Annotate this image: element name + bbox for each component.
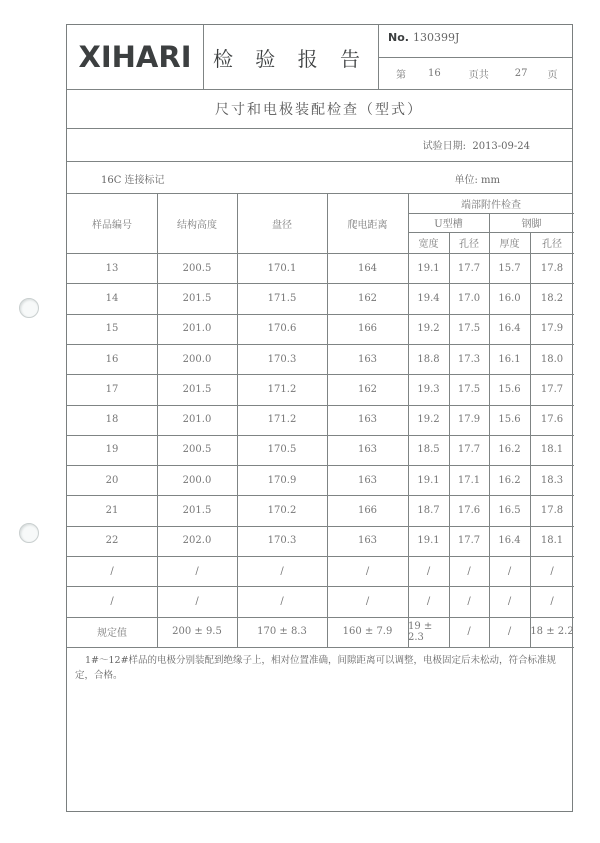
table-cell: 17.5	[457, 383, 481, 395]
table-grid-line	[67, 647, 574, 648]
table-cell: /	[195, 595, 199, 607]
table-cell: 166	[357, 323, 378, 335]
table-cell: 163	[357, 535, 378, 547]
table-cell: 162	[357, 292, 378, 304]
table-cell: 18.5	[417, 444, 440, 456]
table-cell: /	[365, 595, 370, 607]
table-cell: 200.5	[182, 444, 212, 456]
table-cell: /	[426, 565, 431, 577]
table-cell: 18.1	[540, 444, 564, 456]
table-cell: 19.4	[417, 292, 440, 304]
table-cell: 20	[105, 474, 119, 486]
table-cell: 19.3	[417, 383, 440, 395]
page-total: 27	[514, 68, 528, 79]
table-cell: 15.7	[498, 262, 521, 274]
table-cell: /	[365, 565, 370, 577]
table-cell: 18.8	[417, 353, 440, 365]
company-logo: XIHARI	[78, 40, 192, 74]
table-cell: /	[507, 595, 512, 607]
page-prefix: 第	[396, 70, 406, 81]
header-steel-pin: 钢脚	[521, 219, 542, 230]
table-cell: 17.7	[457, 535, 481, 547]
page-indicator	[378, 58, 573, 89]
test-date-value: 2013-09-24	[472, 141, 530, 152]
table-cell: 200.0	[182, 353, 212, 365]
table-cell: 17.3	[457, 353, 481, 365]
table-cell: 202.0	[182, 535, 212, 547]
table-cell: 19.2	[417, 323, 440, 335]
table-cell: /	[467, 595, 471, 607]
report-number	[388, 31, 459, 44]
table-cell: 15.6	[498, 414, 521, 426]
table-cell: 16.1	[498, 353, 521, 365]
table-cell: 171.2	[267, 383, 297, 395]
table-cell: 201.0	[182, 414, 212, 426]
table-cell: 16.0	[498, 292, 521, 304]
header-end-fitting-check: 端部附件检查	[461, 199, 521, 211]
header-thickness: 厚度	[499, 239, 520, 250]
table-cell: 163	[357, 444, 378, 456]
spec-value-cell: 160 ± 7.9	[342, 626, 393, 638]
spec-value-cell: /	[507, 626, 512, 638]
table-cell: 18.1	[540, 535, 564, 547]
header-sample-no: 样品编号	[92, 219, 132, 231]
spec-value-cell: 18 ± 2.2	[530, 626, 574, 638]
table-cell: 15.6	[498, 383, 521, 395]
report-number-value: 130399J	[412, 31, 460, 44]
table-cell: 16	[105, 353, 119, 365]
spec-value-cell: 170 ± 8.3	[257, 626, 307, 638]
test-date-label: 试验日期:	[422, 141, 466, 152]
page-suffix: 页	[547, 70, 558, 81]
table-cell: 15	[105, 323, 119, 335]
header-hole-dia-u: 孔径	[459, 239, 479, 250]
table-cell: 18	[105, 414, 119, 426]
table-cell: 162	[357, 383, 378, 395]
table-cell: 22	[105, 535, 119, 547]
table-cell: 16.4	[498, 323, 521, 335]
header-creepage-distance: 爬电距离	[347, 219, 388, 231]
header-u-groove: U型槽	[434, 219, 463, 230]
report-title: 检 验 报 告	[212, 46, 369, 71]
table-cell: 17.7	[457, 262, 481, 274]
table-cell: 18.3	[540, 474, 564, 486]
table-cell: 171.5	[267, 292, 297, 304]
table-cell: 170.3	[267, 535, 297, 547]
table-cell: 17.1	[457, 474, 481, 486]
table-cell: 17	[105, 383, 119, 395]
table-cell: /	[467, 565, 471, 577]
table-cell: 18.0	[540, 353, 564, 365]
spec-value-cell: 19 ± 2.3	[408, 620, 433, 643]
table-cell: 170.3	[267, 353, 297, 365]
header-structure-height: 结构高度	[177, 219, 217, 231]
table-cell: /	[507, 565, 512, 577]
table-cell: 19	[105, 444, 119, 456]
header-hole-dia-pin: 孔径	[542, 239, 562, 250]
conclusion-note: 1#～12#样品的电极分别装配到绝缘子上，相对位置准确，间隙距离可以调整，电极固定后未松动，符合标准规定，合格。	[75, 654, 557, 681]
table-cell: /	[550, 595, 554, 607]
table-cell: /	[110, 565, 114, 577]
page-mid: 页共	[468, 70, 489, 81]
table-cell: 17.7	[457, 444, 481, 456]
table-cell: 21	[105, 505, 119, 517]
table-cell: 17.6	[540, 414, 564, 426]
table-cell: 17.5	[457, 323, 481, 335]
punch-hole-top	[19, 298, 39, 318]
table-cell: 201.5	[182, 505, 212, 517]
report-number-label: No.	[388, 31, 409, 44]
table-cell: 18.7	[417, 505, 440, 517]
table-cell: 170.6	[267, 323, 297, 335]
table-cell: 170.2	[267, 505, 297, 517]
header-disc-diameter: 盘径	[272, 219, 292, 231]
table-cell: /	[280, 595, 284, 607]
table-cell: /	[426, 595, 431, 607]
table-cell: 17.8	[540, 505, 564, 517]
header-width: 宽度	[418, 239, 439, 250]
table-cell: 16.4	[498, 535, 521, 547]
report-sheet	[66, 24, 573, 812]
table-cell: 17.7	[540, 383, 564, 395]
section-title: 尺寸和电极装配检查（型式）	[215, 102, 423, 118]
table-cell: 14	[105, 292, 119, 304]
table-cell: 166	[357, 505, 378, 517]
table-cell: 17.0	[457, 292, 481, 304]
spec-value-cell: 规定值	[97, 628, 127, 640]
table-cell: 13	[105, 262, 119, 274]
table-cell: 16.5	[498, 505, 521, 517]
table-cell: 163	[357, 414, 378, 426]
table-cell: 170.5	[267, 444, 297, 456]
table-cell: 201.0	[182, 323, 212, 335]
table-cell: 17.6	[457, 505, 481, 517]
punch-hole-bottom	[19, 523, 39, 543]
table-cell: 16.2	[498, 444, 521, 456]
table-cell: 17.9	[457, 414, 481, 426]
table-cell: 171.2	[267, 414, 297, 426]
table-cell: 17.8	[540, 262, 564, 274]
table-cell: 19.1	[417, 474, 440, 486]
table-cell: /	[195, 565, 199, 577]
table-cell: 16.2	[498, 474, 521, 486]
table-cell: 19.2	[417, 414, 440, 426]
test-date	[423, 137, 530, 152]
table-cell: 19.1	[417, 535, 440, 547]
table-cell: 170.9	[267, 474, 297, 486]
table-cell: 164	[357, 262, 378, 274]
table-cell: 200.0	[182, 474, 212, 486]
connection-mark: 16C 连接标记	[101, 175, 165, 186]
spec-value-cell: 200 ± 9.5	[172, 626, 222, 638]
table-cell: 163	[357, 353, 378, 365]
spec-value-cell: /	[467, 626, 471, 638]
page-current: 16	[428, 68, 441, 79]
table-cell: /	[110, 595, 114, 607]
unit-label: 单位: mm	[454, 175, 500, 186]
table-cell: 200.5	[182, 262, 212, 274]
table-cell: 19.1	[417, 262, 440, 274]
table-cell: 201.5	[182, 292, 212, 304]
table-cell: 170.1	[267, 262, 297, 274]
table-cell: 163	[357, 474, 378, 486]
table-cell: 201.5	[182, 383, 212, 395]
table-cell: /	[550, 565, 554, 577]
table-cell: 17.9	[540, 323, 564, 335]
table-cell: 18.2	[540, 292, 564, 304]
table-cell: /	[280, 565, 284, 577]
